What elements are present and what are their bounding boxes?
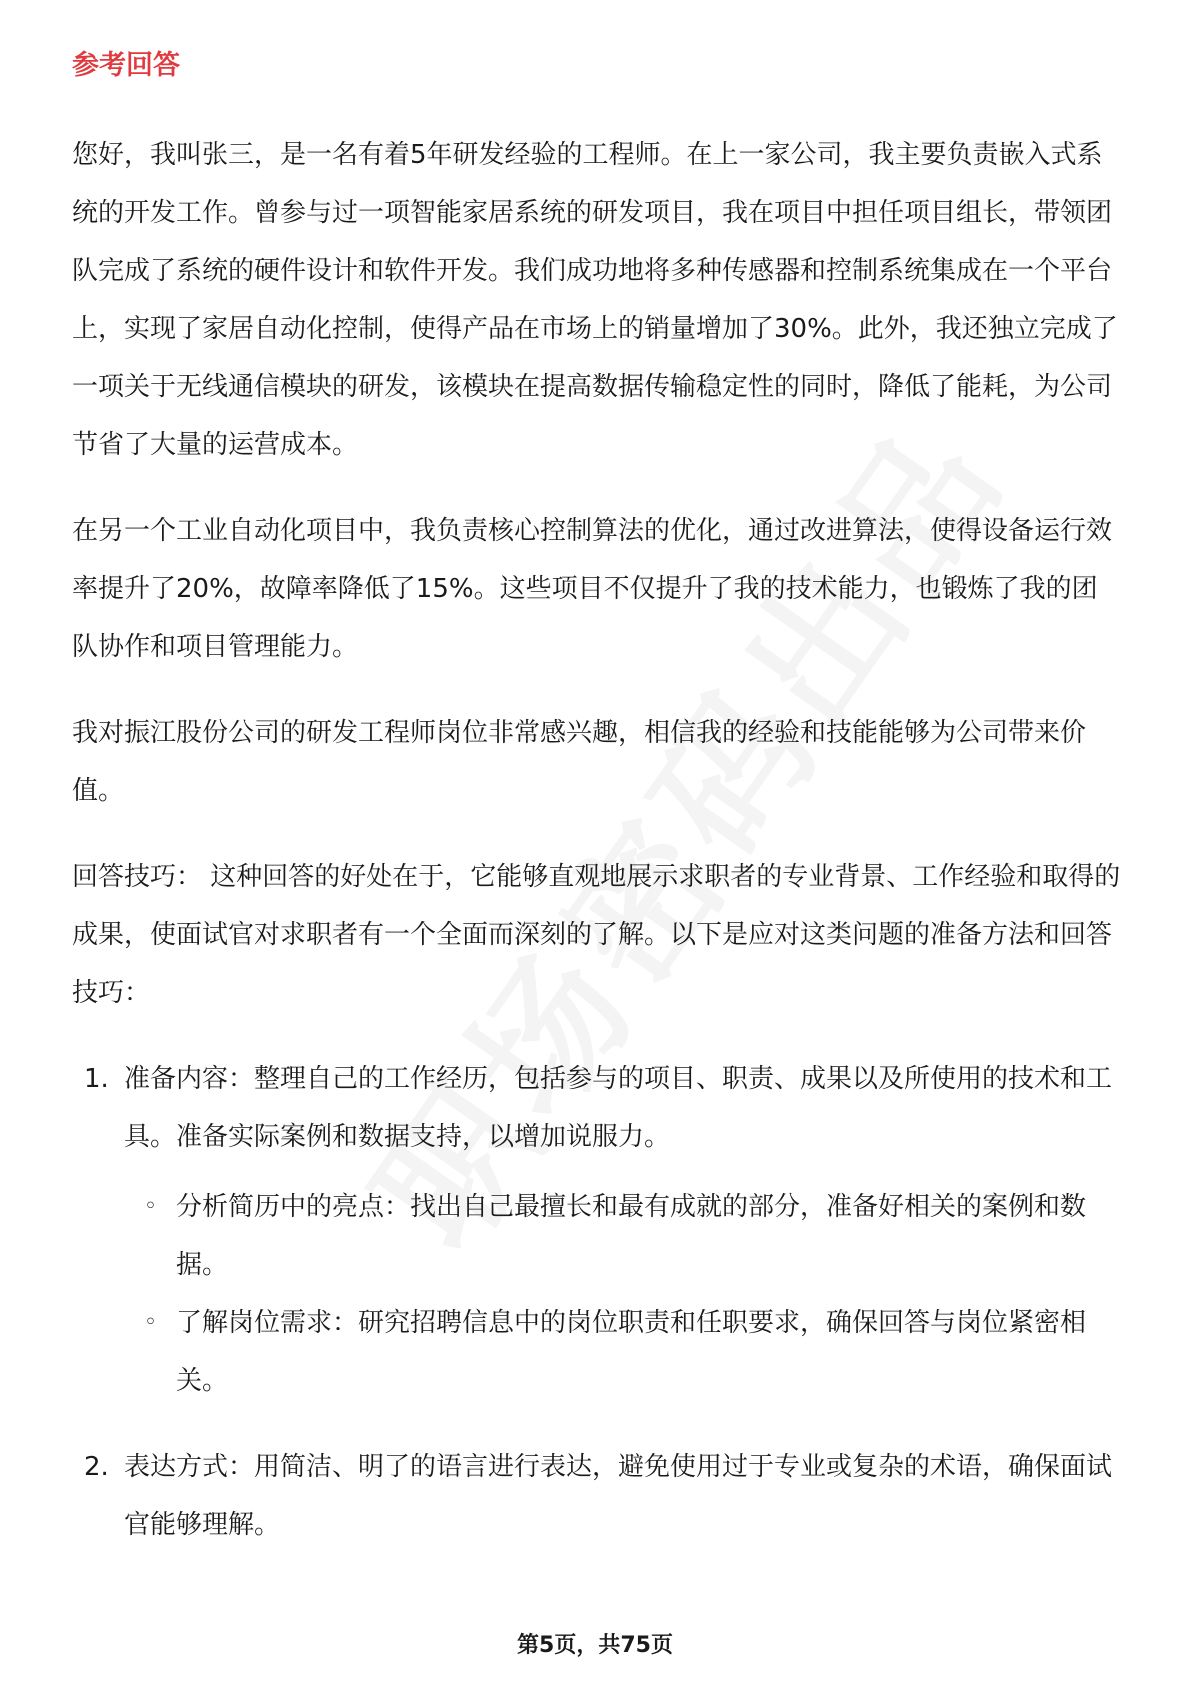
list-item [72, 1438, 1122, 1554]
sub-list [124, 1178, 1122, 1410]
sub-list-item [124, 1178, 1122, 1294]
paragraph-project: 在另一个工业自动化项目中，我负责核心控制算法的优化，通过改进算法，使得设备运行效率提升了20%，故障率降低了15%。这些项目不仅提升了我的技术能力，也锻炼了我的团队协作和项目管理能力。 [72, 516, 1113, 662]
paragraph-interest: 我对振江股份公司的研发工程师岗位非常感兴趣，相信我的经验和技能能够为公司带来价值。 [72, 718, 1087, 806]
list-item [72, 1050, 1122, 1410]
sub-list-item-text: 分析简历中的亮点：找出自己最擅长和最有成就的部分，准备好相关的案例和数据。 [176, 1192, 1087, 1280]
paragraph-intro: 您好，我叫张三，是一名有着5年研发经验的工程师。在上一家公司，我主要负责嵌入式系统的开发工作。曾参与过一项智能家居系统的研发项目，我在项目中担任项目组长，带领团队完成了系统的硬件设计和软件开发。我们成功地将多种传感器和控制系统集成在一个平台上，实现了家居自动化控制，使得产品在市场上的销量增加了30%。此外，我还独立完成了一项关于无线通信模块的研发，该模块在提高数据传输稳定性的同时，降低了能耗，为公司节省了大量的运营成本。 [72, 140, 1118, 460]
hollow-bullet-icon: ◦ [144, 1310, 157, 1335]
list-item-text: 表达方式：用简洁、明了的语言进行表达，避免使用过于专业或复杂的术语，确保面试官能够理解。 [124, 1452, 1113, 1540]
paragraph-tips: 回答技巧： 这种回答的好处在于，它能够直观地展示求职者的专业背景、工作经验和取得的成果，使面试官对求职者有一个全面而深刻的了解。以下是应对这类问题的准备方法和回答技巧： [72, 862, 1121, 1008]
document-body [72, 46, 1122, 1582]
hollow-bullet-icon: ◦ [144, 1194, 157, 1219]
section-heading: 参考回答 [72, 50, 180, 81]
list-number: 2. [84, 1452, 109, 1482]
sub-list-item [124, 1294, 1122, 1410]
list-number: 1. [84, 1064, 109, 1094]
list-item-text: 准备内容：整理自己的工作经历，包括参与的项目、职责、成果以及所使用的技术和工具。准备实际案例和数据支持，以增加说服力。 [124, 1064, 1113, 1152]
sub-list-item-text: 了解岗位需求：研究招聘信息中的岗位职责和任职要求，确保回答与岗位紧密相关。 [176, 1308, 1087, 1396]
page-footer: 第5页，共75页 [517, 1633, 673, 1658]
tips-list [72, 1050, 1122, 1554]
